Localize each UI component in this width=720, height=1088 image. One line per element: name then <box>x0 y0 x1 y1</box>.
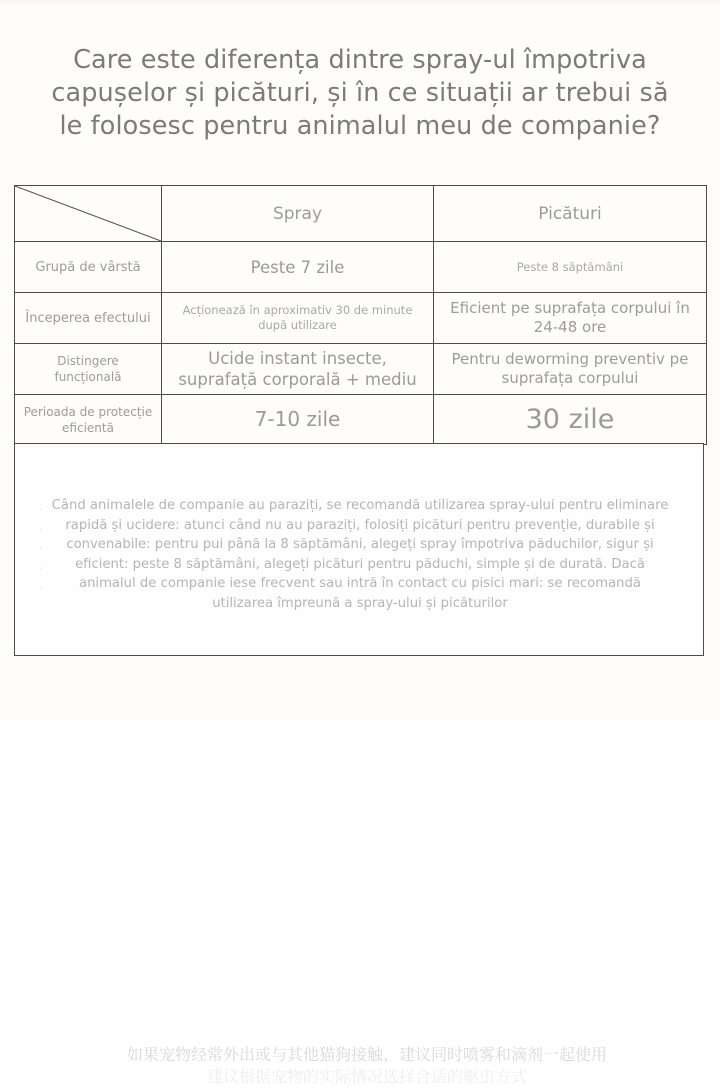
notes-box <box>14 443 704 1086</box>
row-label-onset <box>15 293 162 344</box>
top-warm-band <box>0 0 720 9</box>
cell-function-spray-text: Ucide instant insecte, suprafață corporală + mediu <box>178 349 417 389</box>
faded-cjk-line-1: 如果宠物经常外出或与其他猫狗接触，建议同时喷雾和滴剂一起使用 <box>126 1045 607 1064</box>
page-title: Care este diferența dintre spray-ul împotriva capușelor și picături, și în ce situații ar trebui să le folosesc pentru animalul meu de companie? <box>51 45 669 141</box>
row-label-onset-text: Începerea efectului <box>25 310 151 326</box>
faded-cjk-line-2: 建议根据宠物的实际情况选择合适的驱虫方式 <box>206 1067 527 1086</box>
row-label-age-group <box>15 242 162 293</box>
cell-protection-drops <box>434 395 707 445</box>
comparison-table <box>14 185 707 445</box>
cell-age-group-spray-text: Peste 7 zile <box>250 257 345 277</box>
table-row-function <box>15 344 707 395</box>
cell-age-group-drops <box>434 242 707 293</box>
row-label-age-group-text: Grupă de vârstă <box>35 259 141 275</box>
column-header-drops-label: Picături <box>538 203 602 224</box>
row-label-protection-period <box>15 395 162 445</box>
row-label-function <box>15 344 162 395</box>
column-header-spray-label: Spray <box>272 203 323 224</box>
column-header-drops <box>434 186 707 242</box>
table-header-row <box>15 186 707 242</box>
diagonal-corner-cell <box>15 186 162 242</box>
cell-protection-drops-text: 30 zile <box>525 403 615 435</box>
cell-protection-spray <box>162 395 434 445</box>
cell-onset-spray-text: Acționează în aproximativ 30 de minute după utilizare <box>182 303 413 332</box>
row-label-protection-period-text: Perioada de protecție eficientă <box>23 404 153 435</box>
diagonal-divider-icon <box>15 186 161 241</box>
cell-function-spray <box>162 344 434 395</box>
cell-onset-drops <box>434 293 707 344</box>
bullet-marker-column: · · · · · <box>39 503 43 594</box>
row-label-function-text: Distingere funcțională <box>54 354 122 384</box>
cell-age-group-drops-text: Peste 8 săptămâni <box>516 259 624 274</box>
cell-onset-spray <box>162 293 434 344</box>
column-header-spray <box>162 186 434 242</box>
table-row-age-group <box>15 242 707 293</box>
cell-age-group-spray <box>162 242 434 293</box>
notes-body-text: Când animalele de companie au paraziți, se recomandă utilizarea spray-ului pentru eliminare rapidă și ucidere: atunci când nu au paraziți, folosiți picături pentru prevenție, durabile și convenabile: pentru pui până la 8 săptămâni, alegeți spray împotriva păduchilor, sigur și eficient: peste 8 săptămâni, alegeți picături pentru păduchi, simple și de durată. Dacă animalul de companie iese frecvent sau intră în contact cu pisici mari: se recomandă utilizarea împreună a spray-ului și picăturilor <box>51 498 669 611</box>
cell-protection-spray-text: 7-10 zile <box>254 407 341 431</box>
table-row-protection-period <box>15 395 707 445</box>
table-row-onset <box>15 293 707 344</box>
cell-function-drops <box>434 344 707 395</box>
cell-onset-drops-text: Eficient pe suprafața corpului în 24-48 ore <box>450 299 690 336</box>
cell-function-drops-text: Pentru deworming preventiv pe suprafața corpului <box>451 350 689 387</box>
